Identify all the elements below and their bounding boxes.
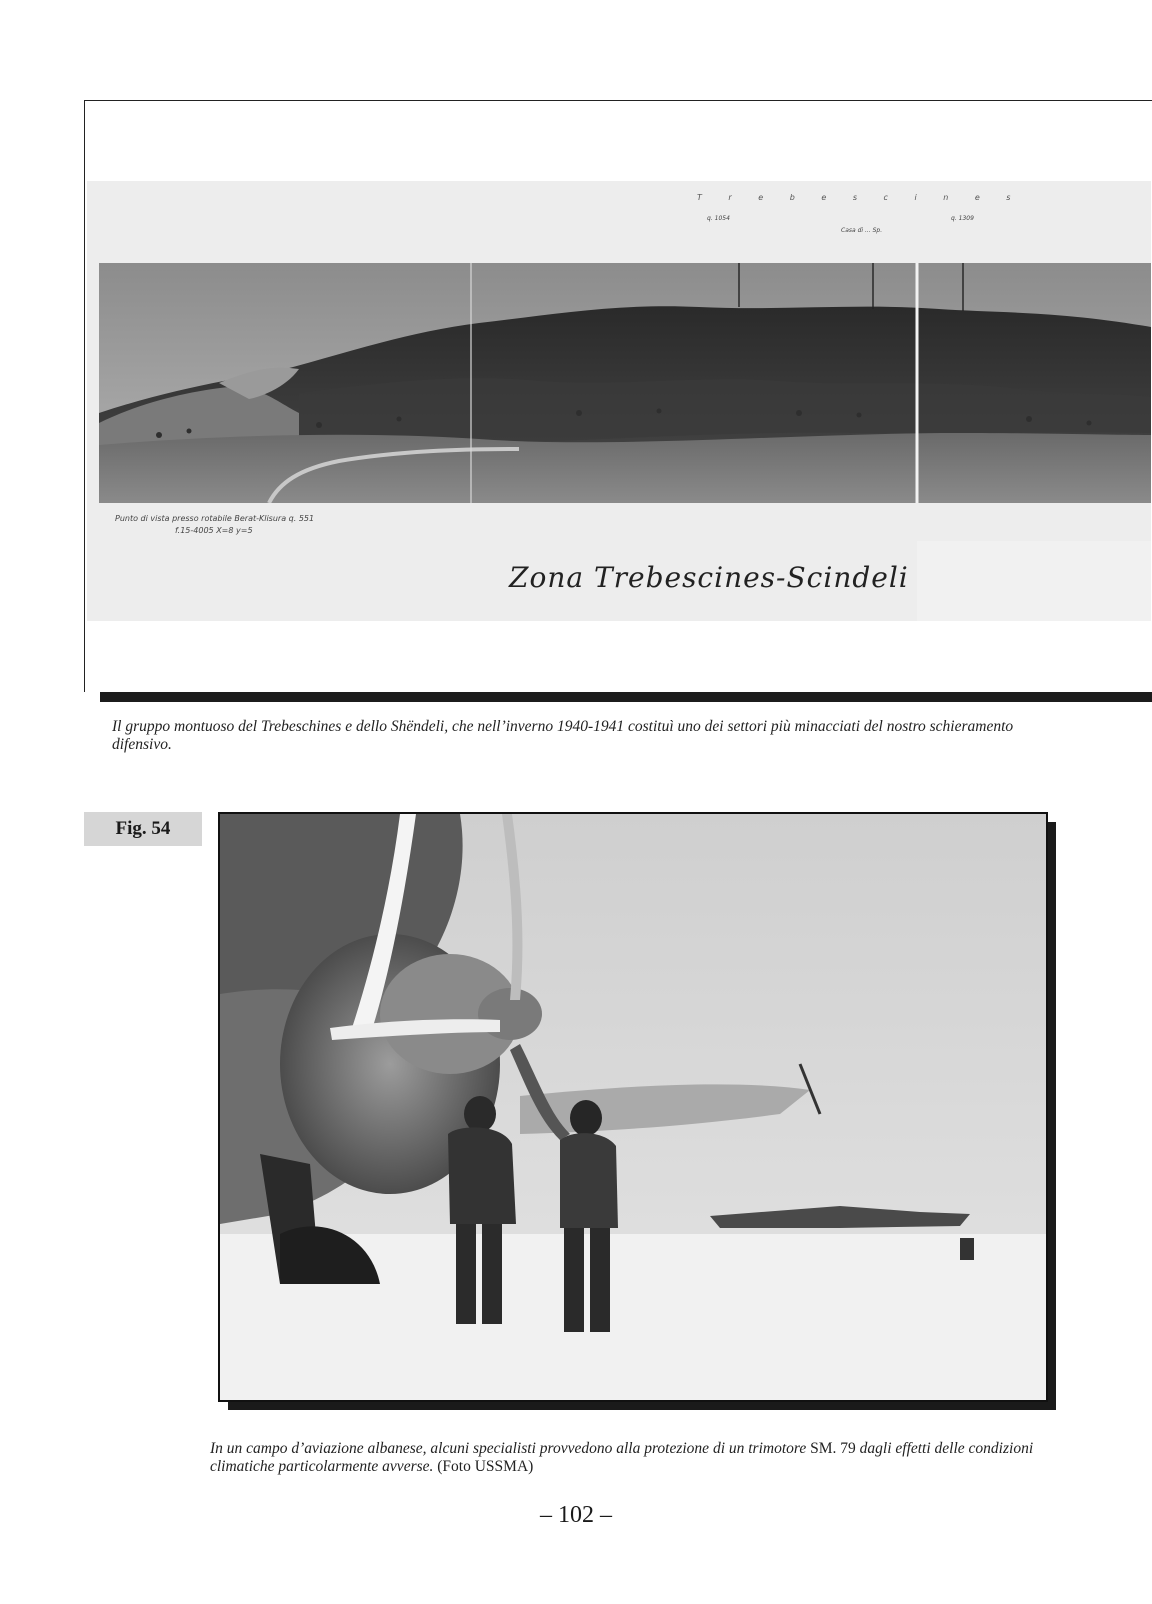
caption-bottom-part-1: In un campo d’aviazione albanese, alcuni specialisti provvedono alla protezione di un trimotore (210, 1440, 811, 1457)
airfield-winter-image (220, 814, 1046, 1400)
caption-bottom-part-3: dagli effetti delle condizioni climatiche particolarmente avverse. (210, 1440, 1034, 1475)
marker-label-1: q. 1054 (707, 215, 730, 222)
panorama-landscape-image (99, 263, 1151, 503)
marker-label-3: q. 1309 (951, 215, 974, 222)
caption-bottom (210, 1440, 1060, 1476)
caption-bottom-aircraft-model: SM. 79 (810, 1440, 856, 1457)
survey-note-line-2: f.15-4005 X=8 y=5 (175, 526, 253, 535)
panorama-photo (99, 263, 1151, 503)
page-number: – 102 – (540, 1502, 612, 1528)
figure-label: Fig. 54 (84, 812, 202, 846)
panorama-figure (84, 100, 1152, 692)
survey-note (115, 513, 314, 537)
caption-bottom-photo-credit: (Foto USSMA) (437, 1458, 534, 1475)
photo-shadow-right (1048, 822, 1056, 1410)
panorama-mount-sheet-right (917, 541, 1151, 621)
caption-top: Il gruppo montuoso del Trebeschines e dello Shëndeli, che nell’inverno 1940-1941 costituì uno dei settori più minacciati del nostro schieramento difensivo. (112, 718, 1014, 753)
airfield-photo (218, 812, 1048, 1402)
panorama-figure-shadow (100, 692, 1152, 702)
photo-shadow-bottom (228, 1402, 1056, 1410)
ridge-header-label: T r e b e s c i n e s (697, 193, 1023, 202)
zone-label: Zona Trebescines-Scindeli (509, 561, 909, 594)
marker-label-2: Casa di ... Sp. (841, 227, 883, 234)
survey-note-line-1: Punto di vista presso rotabile Berat-Klisura q. 551 (115, 514, 315, 523)
